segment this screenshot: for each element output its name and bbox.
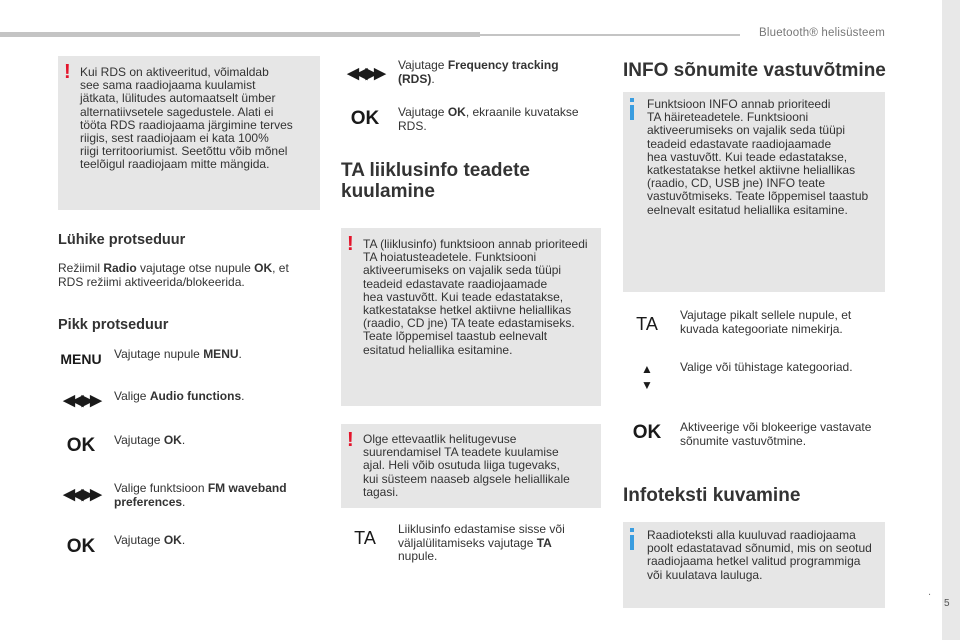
- radiotext-text: Raadioteksti alla kuuluvad raadiojaama poolt edastatavad sõnumid, mis on seotud raadiojaama hetkel valitud programmiga või kuulatava lauluga.: [647, 528, 872, 582]
- header-rule-thin: [480, 34, 740, 36]
- arrows-icon: ◀◀ ▶▶: [63, 486, 99, 503]
- step-text: Aktiveerige või blokeerige vastavate sõnumite vastuvõtmine.: [680, 420, 872, 448]
- arrows-icon: ◀◀ ▶▶: [63, 392, 99, 409]
- page-header-title: Bluetooth® helisüsteem: [758, 27, 885, 39]
- ta-warning-box: [341, 228, 601, 406]
- ok-icon: OK: [66, 536, 96, 557]
- step-text: Vajutage OK, ekraanile kuvatakse RDS.: [398, 105, 579, 133]
- warning-icon: !: [347, 429, 354, 451]
- info-box-text: Funktsioon INFO annab prioriteedi TA häireteadetele. Funktsiooni aktiveerumiseks on vajalik seda tüüpi teadeid edastavate raadiojaamade hea vastuvõtt. Kui teade edastatakse, katkestatakse hetkel aktiivne heliallikas (raadio, CD, USB jne) INFO teate vastuvõtmiseks. Teate lõppemisel taastub eelnevalt esitatud heliallika esitamine.: [647, 97, 869, 217]
- ta-warning-text: TA (liiklusinfo) funktsioon annab prioriteedi TA hoiatusteadetele. Funktsiooni aktiveerumiseks on vajalik seda tüüpi teadeid edastavate raadiojaamade hea vastuvõtt. Kui teade edastatakse, katkestatakse hetkel aktiivne heliallikas (raadio, CD jne) TA teate edastamiseks. Teate lõppemisel taastub eelnevalt esitatud heliallika esitamine.: [363, 237, 588, 357]
- page-edge-strip: [942, 0, 960, 640]
- volume-warning-box: [341, 424, 601, 508]
- warning-icon: !: [64, 61, 71, 83]
- ok-icon: OK: [66, 435, 96, 456]
- menu-icon: MENU: [60, 351, 102, 367]
- step-text: Vajutage pikalt sellele nupule, et kuvada kategooriate nimekirja.: [680, 308, 852, 336]
- ta-icon: TA: [636, 314, 658, 334]
- arrows-icon: ◀◀ ▶▶: [347, 65, 383, 82]
- info-icon: [630, 98, 634, 120]
- rds-warning-box: [58, 56, 320, 210]
- long-procedure-heading: Pikk protseduur: [58, 317, 169, 333]
- ta-heading: TA liiklusinfo teadete kuulamine: [341, 160, 530, 202]
- step-text: Vajutage OK.: [114, 433, 186, 447]
- ta-icon: TA: [354, 528, 376, 548]
- step-text: Valige funktsioon FM waveband preferences.: [114, 481, 287, 509]
- step-text: Vajutage Frequency tracking (RDS).: [398, 58, 559, 86]
- up-down-icon: ▲ ▼: [641, 362, 653, 392]
- info-icon: [630, 528, 634, 550]
- info-heading: INFO sõnumite vastuvõtmine: [623, 60, 886, 81]
- warning-icon: !: [347, 233, 354, 255]
- step-text: Valige või tühistage kategooriad.: [680, 360, 853, 374]
- short-procedure-text: Režiimil Radio vajutage otse nupule OK, et RDS režiimi aktiveerida/blokeerida.: [58, 261, 289, 289]
- ok-icon: OK: [350, 108, 380, 129]
- short-procedure-heading: Lühike protseduur: [58, 232, 186, 248]
- page-number: 5: [944, 598, 950, 609]
- rds-warning-text: Kui RDS on aktiveeritud, võimaldab see sama raadiojaama kuulamist jätkata, lülitudes automaatselt ümber alternatiivsetele sagedustele. Alati ei tööta RDS raadiojaama järgimine terves riigis, sest raadiojaam ei kata 100% riigi territooriumist. Seetõttu võib mõnel teelõigul raadiojaam mitte mängida.: [80, 65, 293, 172]
- step-text: Vajutage nupule MENU.: [114, 347, 242, 361]
- step-text: Vajutage OK.: [114, 533, 186, 547]
- page-dot: .: [928, 586, 932, 598]
- ok-icon: OK: [632, 422, 662, 443]
- info-box: [623, 92, 885, 292]
- step-text: Valige Audio functions.: [114, 389, 245, 403]
- volume-warning-text: Olge ettevaatlik helitugevuse suurendamisel TA teadete kuulamise ajal. Heli võib osutuda liiga tugevaks, kui süsteem naaseb algsele heliallikale tagasi.: [363, 432, 570, 499]
- ta-step-text: Liiklusinfo edastamise sisse või väljalülitamiseks vajutage TA nupule.: [398, 522, 565, 563]
- radiotext-box: [623, 522, 885, 608]
- header-rule: [0, 32, 480, 37]
- text-display-heading: Infoteksti kuvamine: [623, 485, 801, 506]
